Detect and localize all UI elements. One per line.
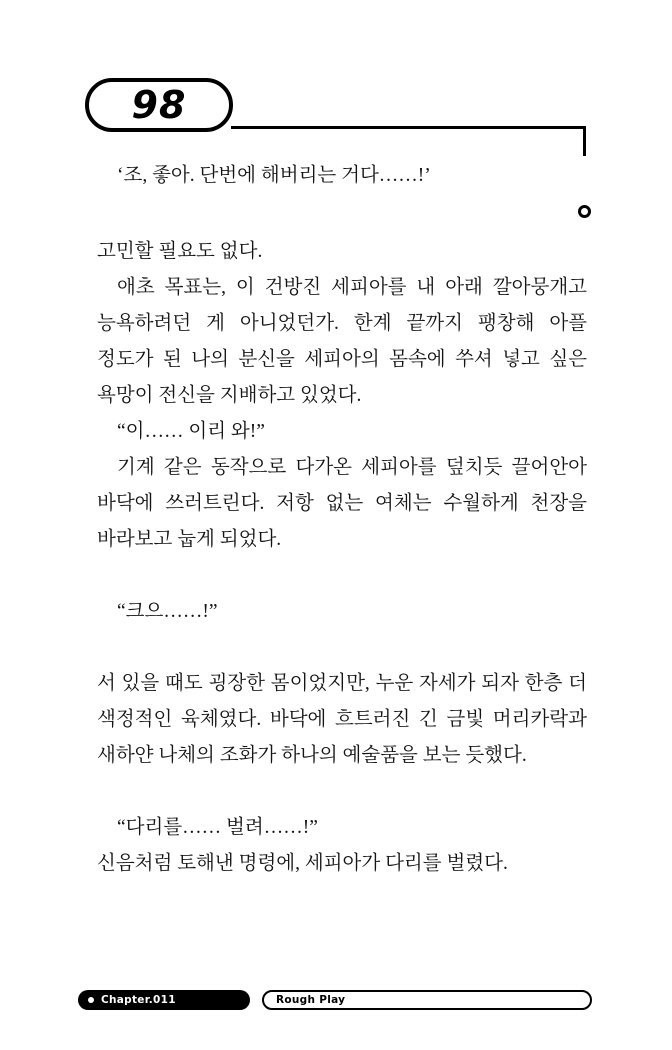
page-number-badge bbox=[85, 78, 233, 132]
footer-title-badge bbox=[262, 990, 592, 1010]
paragraph: ‘조, 좋아. 단번에 해버리는 거다……!’ bbox=[117, 165, 431, 186]
paragraph: “이…… 이리 와!” bbox=[117, 421, 265, 442]
paragraph-spacer bbox=[97, 630, 587, 666]
header-rule bbox=[231, 126, 586, 129]
paragraph: “다리를…… 벌려……!” bbox=[117, 817, 318, 838]
paragraph: “크으……!” bbox=[117, 601, 218, 622]
footer-chapter-label: Chapter.011 bbox=[101, 993, 176, 1006]
page-header bbox=[0, 78, 672, 148]
paragraph: 애초 목표는, 이 건방진 세피아를 내 아래 깔아뭉개고 능욕하려던 게 아니었던가. 한계 끝까지 팽창해 아플 정도가 된 나의 분신을 세피아의 몸속에 쑤셔 넣고 싶은 욕망이 전신을 지배하고 있었다. bbox=[97, 277, 587, 406]
dot-icon bbox=[88, 997, 94, 1003]
page-number: 98 bbox=[131, 83, 187, 127]
paragraph-spacer bbox=[97, 558, 587, 594]
footer-chapter-badge bbox=[78, 990, 250, 1010]
page-footer bbox=[0, 990, 672, 1014]
footer-title-label: Rough Play bbox=[276, 993, 346, 1006]
paragraph: 기계 같은 동작으로 다가온 세피아를 덮치듯 끌어안아 바닥에 쓰러트린다. 저항 없는 여체는 수월하게 천장을 바라보고 눕게 되었다. bbox=[97, 457, 587, 550]
paragraph-spacer bbox=[97, 194, 587, 234]
paragraph: 서 있을 때도 굉장한 몸이었지만, 누운 자세가 되자 한층 더 색정적인 육체였다. 바닥에 흐트러진 긴 금빛 머리카락과 새하얀 나체의 조화가 하나의 예술품을 보는 듯했다. bbox=[97, 673, 587, 766]
paragraph: 신음처럼 토해낸 명령에, 세피아가 다리를 벌렸다. bbox=[97, 853, 508, 874]
page-body bbox=[97, 158, 587, 882]
paragraph-spacer bbox=[97, 774, 587, 810]
paragraph: 고민할 필요도 없다. bbox=[97, 241, 263, 262]
header-rule-drop bbox=[583, 126, 586, 156]
